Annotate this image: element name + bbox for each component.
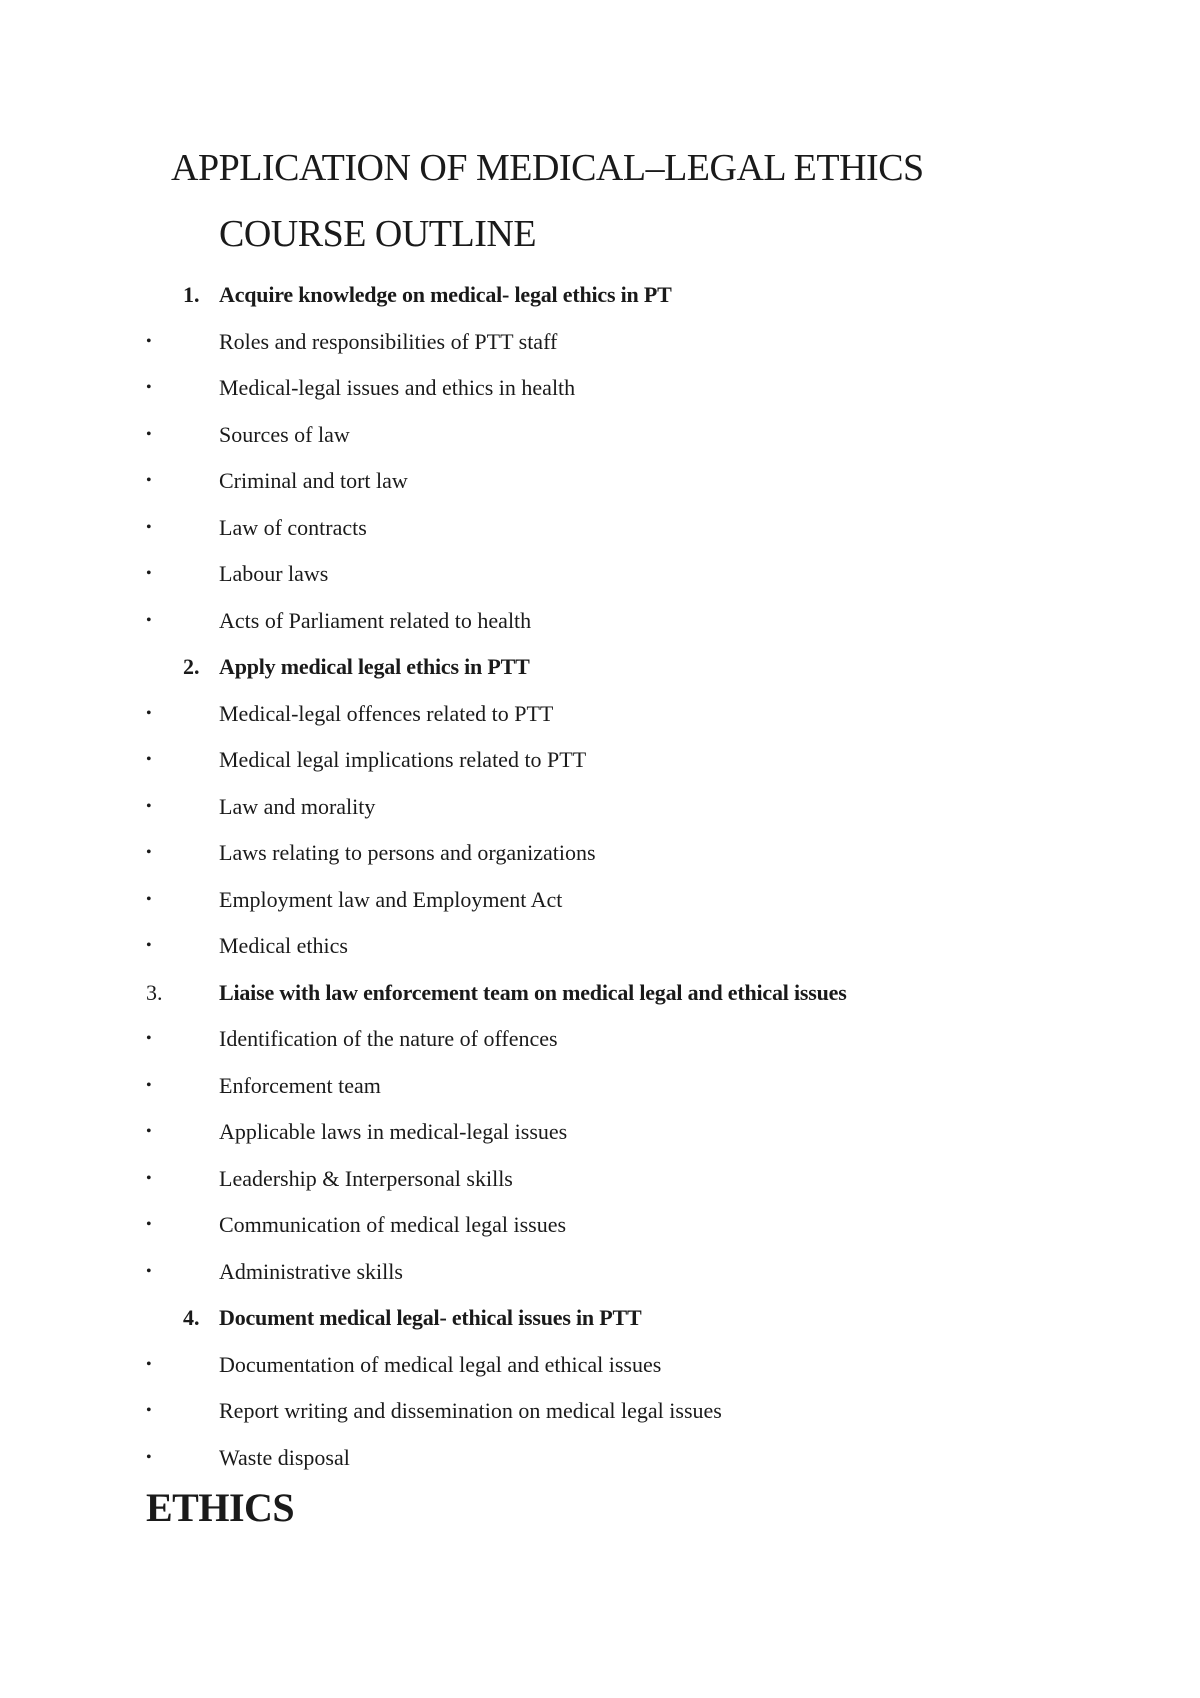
bullet-text: Criminal and tort law [219,468,408,493]
section-number: 1. [183,282,200,307]
bullet-marker: • [146,565,152,582]
outline-bullet-item [0,458,1200,505]
section-heading-text: Acquire knowledge on medical- legal ethics in PT [219,282,672,307]
section-number: 3. [146,979,163,1005]
bullet-text: Acts of Parliament related to health [219,607,532,633]
bullet-marker: • [146,1123,152,1140]
bullet-marker: • [146,611,152,629]
outline-bullet-item [0,1063,1200,1110]
outline-bullet-item [0,1109,1200,1156]
bullet-text: Laws relating to persons and organizations [219,840,596,865]
outline-bullet-item [0,598,1200,645]
outline-bullet-item [0,691,1200,738]
bullet-marker: • [146,704,152,722]
bullet-marker: • [146,332,152,350]
bullet-text: Employment law and Employment Act [219,886,563,912]
outline-bullet-item [0,1016,1200,1063]
bullet-marker: • [146,518,152,536]
bullet-text: Documentation of medical legal and ethical issues [219,1351,662,1377]
outline-bullet-item [0,412,1200,459]
section-number: 2. [183,654,200,679]
outline-bullet-item [0,923,1200,970]
bullet-marker: • [146,1216,152,1233]
bullet-marker: • [146,472,152,489]
bullet-text: Law and morality [219,793,376,819]
outline-bullet-item [0,551,1200,598]
bullet-text: Waste disposal [219,1444,350,1470]
outline-bullet-item [0,365,1200,412]
bullet-marker: • [146,797,152,815]
bullet-marker: • [146,844,152,861]
section-number: 4. [183,1305,200,1330]
section-heading-text: Apply medical legal ethics in PTT [219,654,530,679]
outline-section-heading [0,1295,1200,1342]
course-outline [0,272,1200,1481]
outline-bullet-item [0,737,1200,784]
outline-bullet-item [0,1435,1200,1482]
bullet-marker: • [146,751,152,768]
section-heading-text: Document medical legal- ethical issues in PTT [219,1305,642,1330]
bullet-text: Labour laws [219,561,329,586]
outline-section-heading [0,272,1200,319]
bullet-text: Roles and responsibilities of PTT staff [219,328,558,354]
bullet-text: Identification of the nature of offences [219,1026,558,1051]
outline-bullet-item [0,784,1200,831]
section-heading-text: Liaise with law enforcement team on medical legal and ethical issues [219,979,847,1005]
bullet-text: Medical-legal issues and ethics in health [219,375,576,400]
bullet-text: Communication of medical legal issues [219,1212,567,1237]
bullet-text: Medical legal implications related to PTT [219,747,587,772]
bullet-marker: • [146,425,152,443]
outline-section-heading [0,970,1200,1017]
outline-bullet-item [0,1202,1200,1249]
outline-bullet-item [0,1342,1200,1389]
bullet-marker: • [146,1402,152,1419]
bullet-marker: • [146,379,152,396]
bullet-marker: • [146,937,152,954]
outline-bullet-item [0,319,1200,366]
outline-bullet-item [0,505,1200,552]
bullet-text: Sources of law [219,421,350,447]
bullet-marker: • [146,1169,152,1187]
outline-bullet-item [0,1156,1200,1203]
bullet-text: Report writing and dissemination on medical legal issues [219,1398,722,1423]
bullet-text: Medical-legal offences related to PTT [219,700,554,726]
outline-bullet-item [0,1249,1200,1296]
bullet-text: Enforcement team [219,1072,381,1098]
bullet-text: Medical ethics [219,933,348,958]
outline-bullet-item [0,830,1200,877]
document-title: APPLICATION OF MEDICAL–LEGAL ETHICS [171,147,924,189]
bullet-marker: • [146,1448,152,1466]
bullet-text: Law of contracts [219,514,367,540]
document-subtitle: COURSE OUTLINE [219,213,537,255]
bullet-text: Applicable laws in medical-legal issues [219,1119,568,1144]
bullet-marker: • [146,1030,152,1047]
bullet-marker: • [146,890,152,908]
outline-section-heading [0,644,1200,691]
bullet-marker: • [146,1076,152,1094]
bullet-marker: • [146,1355,152,1373]
bullet-marker: • [146,1262,152,1280]
outline-bullet-item [0,877,1200,924]
bullet-text: Leadership & Interpersonal skills [219,1165,513,1191]
bullet-text: Administrative skills [219,1258,403,1284]
outline-bullet-item [0,1388,1200,1435]
section-heading-ethics: ETHICS [146,1485,295,1530]
